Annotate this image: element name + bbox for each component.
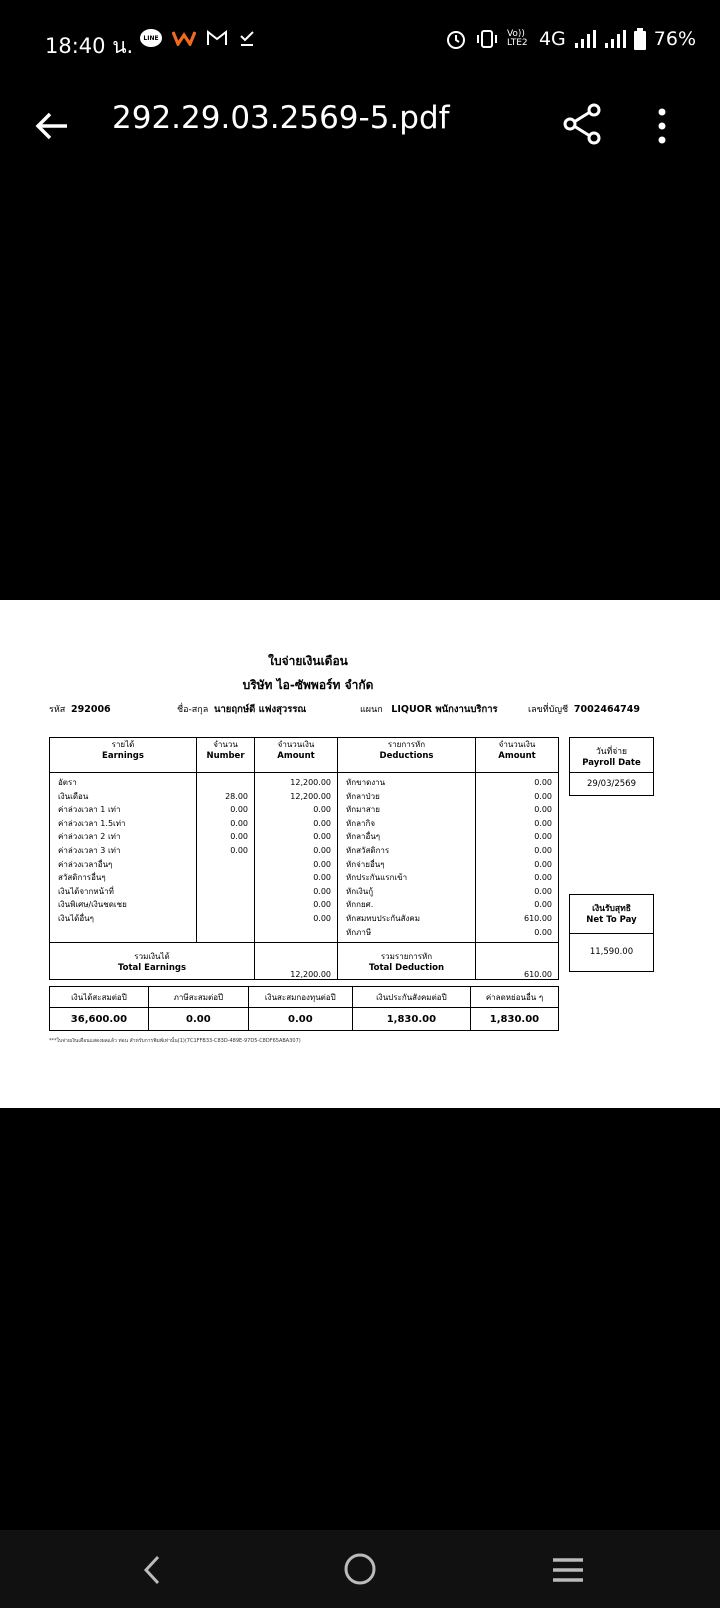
ytd-header: ภาษีสะสมต่อปี <box>148 987 248 1008</box>
battery-level: 76% <box>653 28 696 50</box>
earnings-amounts: 12,200.00 12,200.00 0.00 0.00 0.00 0.00 0.00 0.00 0.00 0.00 0.00 <box>255 773 338 943</box>
vibrate-icon <box>475 29 499 49</box>
deduction-amounts: 0.00 0.00 0.00 0.00 0.00 0.00 0.00 0.00 0.00 0.00 610.00 0.00 <box>476 773 559 943</box>
ytd-value: 0.00 <box>248 1008 352 1031</box>
earnings-header: รายได้ Earnings <box>50 738 197 773</box>
ytd-value: 1,830.00 <box>470 1008 558 1031</box>
total-deduction-value: 610.00 <box>476 943 559 980</box>
alarm-icon <box>445 28 467 50</box>
ytd-header: เงินสะสมกองทุนต่อปี <box>248 987 352 1008</box>
number-header: จำนวน Number <box>197 738 255 773</box>
back-arrow-icon[interactable] <box>34 108 70 144</box>
earnings-labels: อัตรา เงินเดือน ค่าล่วงเวลา 1 เท่า ค่าล่วงเวลา 1.5เท่า ค่าล่วงเวลา 2 เท่า ค่าล่วงเวลา 3 เท่า ค่าล่วงเวลาอื่นๆ สวัสดิการอื่นๆ เงินได้จากหน้าที่ เงินพิเศษ/เงินชดเชย เงินได้อื่นๆ <box>50 773 197 943</box>
employee-code: รหัส 292006 <box>49 704 111 715</box>
deductions-header: รายการหัก Deductions <box>338 738 476 773</box>
ytd-header: เงินประกันสังคมต่อปี <box>352 987 470 1008</box>
download-done-icon <box>238 29 256 47</box>
clock: 18:40 น. <box>45 34 134 58</box>
app-bar <box>0 84 720 174</box>
payroll-date-header: วันที่จ่าย Payroll Date <box>569 737 654 773</box>
ytd-value: 36,600.00 <box>50 1008 149 1031</box>
deduction-amount-header: จำนวนเงิน Amount <box>476 738 559 773</box>
earnings-numbers: 28.00 0.00 0.00 0.00 0.00 <box>197 773 255 943</box>
nav-recents-icon[interactable] <box>551 1556 585 1584</box>
payslip-table <box>49 737 559 980</box>
status-bar <box>0 0 720 84</box>
ytd-value: 0.00 <box>148 1008 248 1031</box>
company-name: บริษัท ไอ-ซัพพอร์ท จำกัด <box>242 678 374 692</box>
ytd-table <box>49 986 559 1031</box>
gmail-icon <box>206 30 228 46</box>
pdf-page[interactable] <box>0 600 720 1108</box>
total-earnings-label: รวมเงินได้ Total Earnings <box>50 943 255 980</box>
ytd-header: เงินได้สะสมต่อปี <box>50 987 149 1008</box>
navigation-bar <box>0 1530 720 1608</box>
ytd-header: ค่าลดหย่อนอื่น ๆ <box>470 987 558 1008</box>
signal-icon-2 <box>604 29 626 49</box>
network-type: 4G <box>538 28 566 50</box>
department: แผนก LIQUOR พนักงานบริการ <box>360 704 498 715</box>
doc-title: ใบจ่ายเงินเดือน <box>268 654 348 668</box>
footnote: ***ใบจ่ายเงินเดือนแสดงผลแล้ว ท่อน สำหรับการพิมพ์เท่านั้น(1)(7C1FFB33-C83D-489E-97D5-C8DF65ABA307) <box>49 1038 301 1044</box>
w-app-icon <box>172 30 196 46</box>
signal-icon <box>574 29 596 49</box>
deduction-labels: หักขาดงาน หักลาป่วย หักมาสาย หักลากิจ หักลาอื่นๆ หักสวัสดิการ หักจ่ายอื่นๆ หักประกันแรกเข้า หักเงินกู้ หักกยศ. หักสมทบประกันสังคม หักภาษี <box>338 773 476 943</box>
payroll-date-value: 29/03/2569 <box>569 772 654 796</box>
nav-back-icon[interactable] <box>140 1554 164 1586</box>
line-icon: LINE <box>140 29 162 47</box>
total-earnings-value: 12,200.00 <box>255 943 338 980</box>
more-options-icon[interactable] <box>652 106 672 146</box>
volte-icon: Vo)) LTE2 <box>506 29 528 48</box>
file-title: 292.29.03.2569-5.pdf <box>112 100 450 136</box>
share-icon[interactable] <box>562 102 602 146</box>
net-pay-header: เงินรับสุทธิ Net To Pay <box>569 894 654 934</box>
account-number: เลขที่บัญชี 7002464749 <box>528 704 641 715</box>
total-deduction-label: รวมรายการหัก Total Deduction <box>338 943 476 980</box>
employee-name: ชื่อ-สกุล นายฤกษ์ดี แฟงสุวรรณ <box>177 704 307 715</box>
battery-icon <box>634 28 646 50</box>
amount-header: จำนวนเงิน Amount <box>255 738 338 773</box>
nav-home-icon[interactable] <box>343 1552 377 1586</box>
net-pay-value: 11,590.00 <box>569 933 654 972</box>
ytd-value: 1,830.00 <box>352 1008 470 1031</box>
